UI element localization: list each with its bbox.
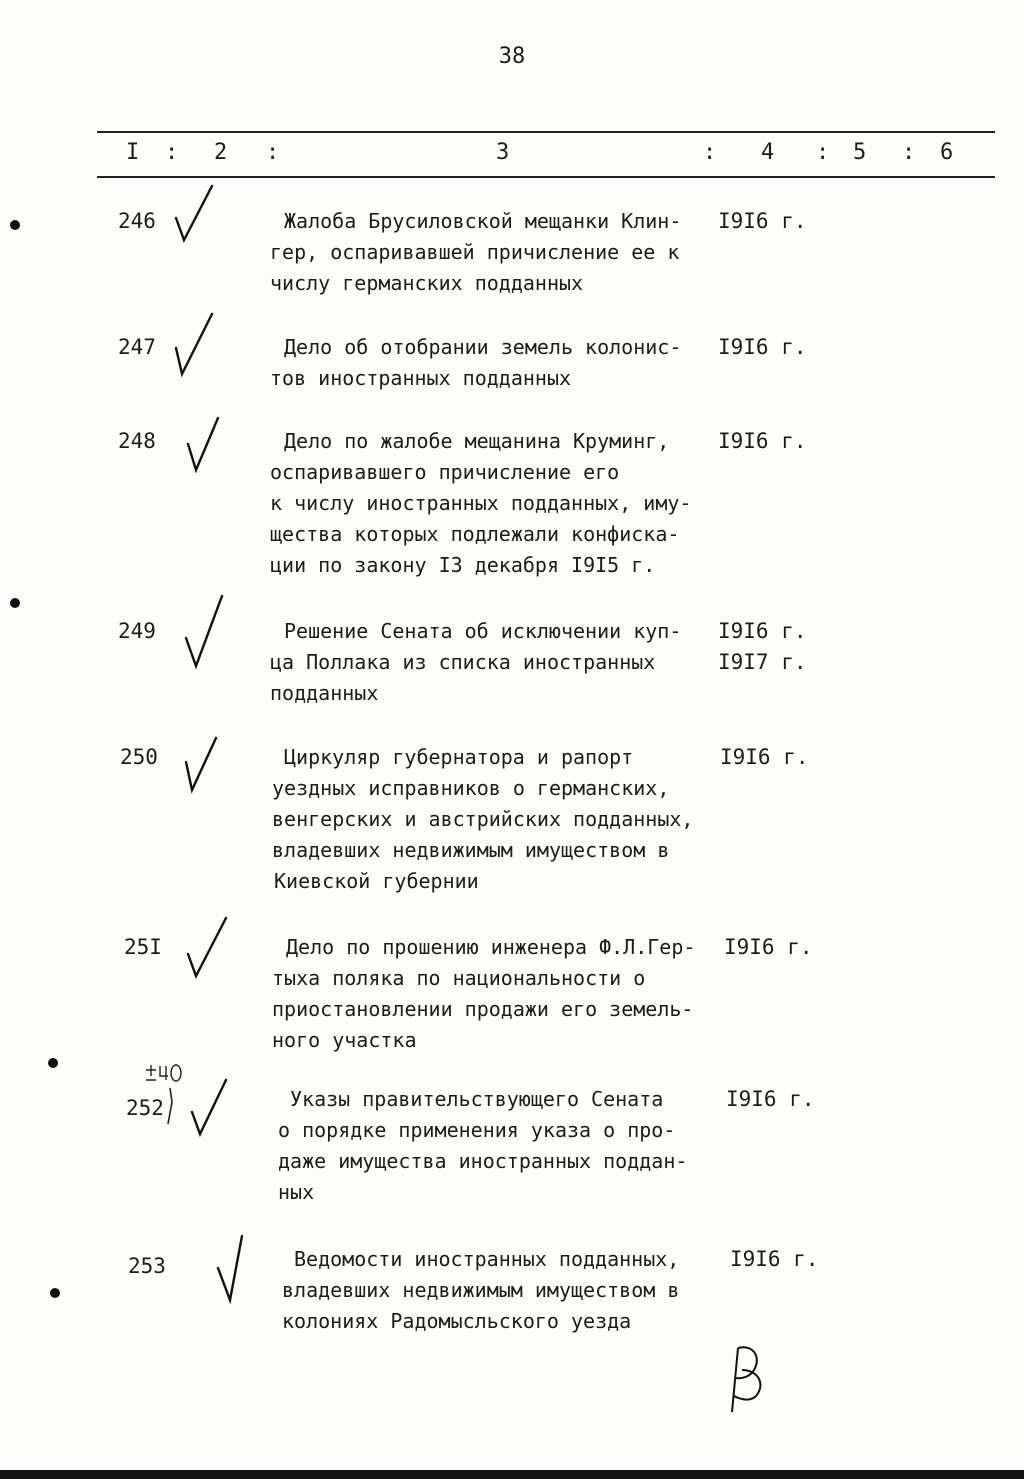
header-col-1: I — [126, 140, 140, 165]
page-number: 38 — [498, 44, 526, 69]
header-col-3: 3 — [496, 140, 510, 165]
entry-text-line: владевших недвижимым имуществом в — [282, 1278, 680, 1302]
entry-years — [726, 1084, 815, 1115]
checkmark-icon — [180, 592, 226, 672]
entry-description — [272, 742, 754, 897]
header-top-rule — [97, 131, 995, 133]
entry-number: 248 — [118, 429, 156, 453]
entry-years — [718, 332, 807, 363]
entry-description — [270, 332, 754, 394]
entry-text-line: уездных исправников о германских, — [272, 776, 670, 800]
checkmark-icon — [212, 1232, 252, 1306]
entry-number: 253 — [128, 1254, 166, 1278]
entry-description — [282, 1244, 764, 1337]
entry-number: 246 — [118, 209, 156, 233]
entry-number: 250 — [120, 745, 158, 769]
header-col-6: 6 — [940, 140, 954, 165]
entry-text-line: колониях Радомысльского уезда — [282, 1309, 632, 1333]
binder-hole — [48, 1058, 58, 1068]
entry-text-line: щества которых подлежали конфиска- — [270, 522, 680, 546]
entry-number: 25I — [124, 935, 162, 959]
entry-text-line: венгерских и австрийских подданных, — [272, 807, 694, 831]
entry-text-line: тов иностранных подданных — [270, 366, 572, 390]
header-sep-5: : — [902, 140, 916, 165]
entry-years — [724, 932, 813, 963]
entry-description — [270, 426, 754, 581]
entry-text-line: тыха поляка по национальности о — [272, 966, 646, 990]
entry-text-line: о порядке применения указа о про- — [278, 1118, 676, 1142]
header-sep-4: : — [816, 140, 830, 165]
entry-text-line: ных — [278, 1180, 315, 1204]
entry-text-line: ции по закону I3 декабря I9I5 г. — [270, 553, 656, 577]
entry-year: I9I7 г. — [718, 650, 807, 674]
binder-hole — [50, 1288, 60, 1298]
entry-text-line: гер, оспаривавшей причисление ее к — [270, 240, 680, 264]
entry-year: I9I6 г. — [718, 619, 807, 643]
header-col-5: 5 — [853, 140, 867, 165]
entry-years — [718, 616, 807, 678]
entry-year: I9I6 г. — [726, 1087, 815, 1111]
checkmark-icon — [182, 414, 222, 476]
entry-text-line: Решение Сената об исключении куп- — [284, 619, 682, 643]
entry-text-line: к числу иностранных подданных, иму- — [270, 491, 692, 515]
entry-text-line: Дело по прошению инженера Ф.Л.Гер- — [286, 935, 696, 959]
scan-bottom-edge — [0, 1470, 1024, 1479]
entry-text-line: даже имущества иностранных поддан- — [278, 1149, 688, 1173]
entry-year: I9I6 г. — [718, 209, 807, 233]
entry-years — [720, 742, 809, 773]
entry-text-line: ного участка — [272, 1028, 417, 1052]
entry-year: I9I6 г. — [718, 335, 807, 359]
entry-years — [718, 426, 807, 457]
entry-text-line: Дело по жалобе мещанина Круминг, — [284, 429, 670, 453]
entry-year: I9I6 г. — [724, 935, 813, 959]
checkmark-icon — [180, 734, 220, 796]
header-col-4: 4 — [761, 140, 775, 165]
binder-hole — [10, 598, 20, 608]
entry-text-line: Ведомости иностранных подданных, — [294, 1247, 680, 1271]
entry-description — [270, 206, 754, 299]
binder-hole — [10, 220, 20, 230]
entry-number: 249 — [118, 619, 156, 643]
entry-text-line: владевших недвижимым имуществом в — [272, 838, 670, 862]
entry-text-line: оспаривавшего причисление его — [270, 460, 620, 484]
checkmark-icon — [186, 1076, 232, 1140]
entry-years — [730, 1244, 819, 1275]
entry-text-line: ца Поллака из списка иностранных — [270, 650, 656, 674]
header-sep-2: : — [266, 140, 280, 165]
entry-text-line: Циркуляр губернатора и рапорт — [284, 745, 634, 769]
entry-description — [270, 616, 754, 709]
signature-mark — [722, 1340, 782, 1416]
table-header — [0, 140, 1024, 168]
entry-text-line: Указы правительствующего Сената — [290, 1087, 664, 1111]
entry-text-line: Киевской губернии — [274, 869, 479, 893]
entry-description — [278, 1084, 760, 1208]
entry-text-line: числу германских подданных — [270, 271, 584, 295]
header-bottom-rule — [97, 176, 995, 178]
entry-description — [272, 932, 756, 1056]
checkmark-icon — [170, 310, 216, 380]
entry-number: 252 — [126, 1096, 164, 1120]
checkmark-icon — [182, 914, 230, 982]
header-sep-1: : — [165, 140, 179, 165]
entry-number: 247 — [118, 335, 156, 359]
entry-year: I9I6 г. — [730, 1247, 819, 1271]
entry-text-line: приостановлении продажи его земель- — [272, 997, 694, 1021]
checkmark-icon — [170, 182, 216, 248]
entry-years — [718, 206, 807, 237]
handwritten-annotation — [142, 1062, 188, 1128]
header-col-2: 2 — [214, 140, 228, 165]
entry-text-line: Дело об отобрании земель колонис- — [284, 335, 682, 359]
header-sep-3: : — [703, 140, 717, 165]
entry-year: I9I6 г. — [718, 429, 807, 453]
entry-year: I9I6 г. — [720, 745, 809, 769]
entry-text-line: подданных — [270, 681, 379, 705]
entry-text-line: Жалоба Брусиловской мещанки Клин- — [284, 209, 682, 233]
